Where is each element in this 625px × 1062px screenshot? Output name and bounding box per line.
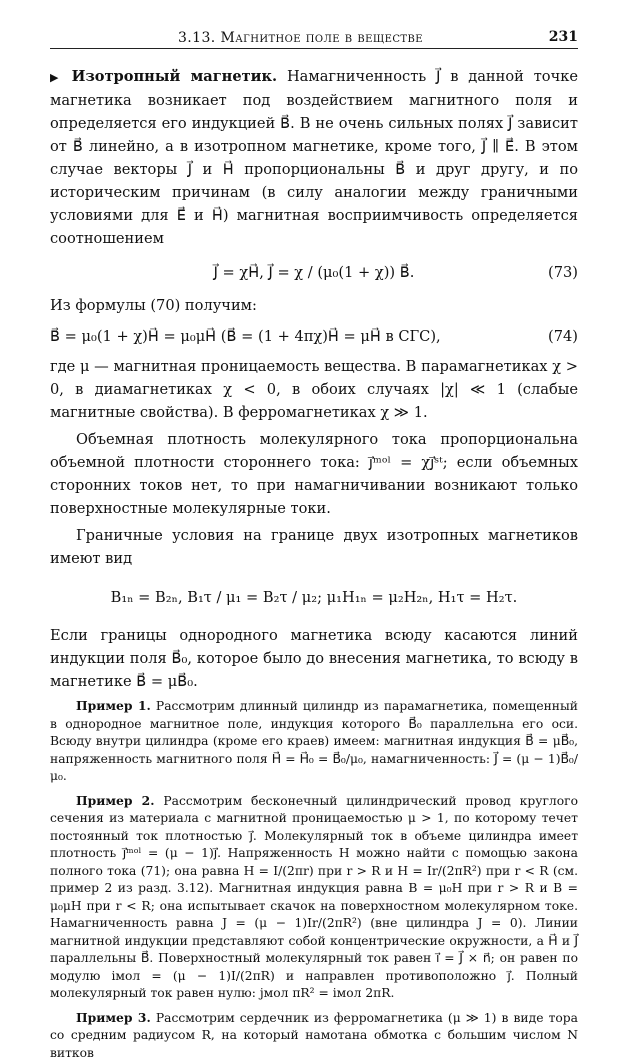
equation-boundary: B₁ₙ = B₂ₙ, B₁τ / μ₁ = B₂τ / μ₂; μ₁H₁ₙ = μ₂H₂ₙ, H₁τ = H₂τ. xyxy=(50,570,578,624)
paragraph-3: где μ — магнитная проницаемость вещества. В парамагнетиках χ > 0, в диамагнетиках χ < 0, в обоих случаях |χ| ≪ 1 (слабые магнитные свойства). В ферромагнетиках χ ≫ 1. xyxy=(50,355,578,424)
equation-73 xyxy=(50,250,578,294)
paragraph-isotropic xyxy=(50,65,578,250)
page-number: 231 xyxy=(549,29,578,45)
paragraph-1-text: Намагниченность J⃗ в данной точке магнетика возникает под воздействием магнитного поля и определяется его индукцией B⃗. В не очень сильных полях J⃗ зависит от B⃗ линейно, а в изотропном магнетике, кроме того, J⃗ ∥ E⃗. В этом случае векторы J⃗ и H⃗ пропорциональны B⃗ и друг другу, и по историческим причинам (в силу аналогии между граничными условиями для E⃗ и H⃗) магнитная восприимчивость определяется соотношением xyxy=(50,68,578,247)
example-2-title: Пример 2. xyxy=(76,793,155,808)
isotropic-heading: Изотропный магнетик. xyxy=(72,68,277,85)
equation-74 xyxy=(50,317,578,355)
example-3-title: Пример 3. xyxy=(76,1010,151,1025)
triangle-marker-icon: ▶ xyxy=(50,71,64,84)
equation-73-body: J⃗ = χH⃗, J⃗ = χ / (μ₀(1 + χ)) B⃗. xyxy=(214,261,415,284)
section-title: 3.13. Магнитное поле в веществе xyxy=(178,30,423,46)
equation-74-body: B⃗ = μ₀(1 + χ)H⃗ = μ₀μH⃗ (B⃗ = (1 + 4πχ)H⃗ = μH⃗ в СГС), xyxy=(50,325,441,348)
example-3-text: Рассмотрим сердечник из ферромагнетика (μ ≫ 1) в виде тора со средним радиусом R, на который намотана обмотка с большим числом N витков xyxy=(50,1011,578,1060)
paragraph-2: Из формулы (70) получим: xyxy=(50,294,578,317)
equation-74-number: (74) xyxy=(548,325,578,348)
example-1 xyxy=(50,697,578,786)
example-3 xyxy=(50,1009,578,1062)
paragraph-6: Если границы однородного магнетика всюду касаются линий индукции поля B⃗₀, которое было до внесения магнетика, то всюду в магнетике B⃗ = μB⃗₀. xyxy=(50,624,578,693)
example-2 xyxy=(50,792,578,1003)
paragraph-5: Граничные условия на границе двух изотропных магнетиков имеют вид xyxy=(50,524,578,570)
main-text xyxy=(50,65,578,693)
examples-block xyxy=(50,697,578,1062)
page xyxy=(50,28,578,1062)
running-header xyxy=(50,28,578,49)
example-2-text: Рассмотрим бесконечный цилиндрический провод круглого сечения из материала с магнитной проницаемостью μ > 1, по которому течет постоянный ток плотностью j⃗. Молекулярный ток в объеме цилиндра имеет плотность j⃗ᵐᵒˡ = (μ − 1)j⃗. Напряженность H можно найти с помощью закона полного тока (71); она равна H = I/(2πr) при r > R и H = Ir/(2πR²) при r < R (см. пример 2 из разд. 3.12). Магнитная индукция равна B = μ₀H при r > R и B = μ₀μH при r < R; она испытывает скачок на поверхностном молекулярном токе. Намагниченность равна J = (μ − 1)Ir/(2πR²) (вне цилиндра J = 0). Линии магнитной индукции представляют собой концентрические окружности, а H⃗ и J⃗ параллельны B⃗. Поверхностный молекулярный ток равен i⃗ = J⃗ × n⃗; он равен по модулю iмол = (μ − 1)I/(2πR) и направлен противоположно j⃗. Полный молекулярный ток равен нулю: jмол πR² = iмол 2πR. xyxy=(50,794,578,1001)
example-1-title: Пример 1. xyxy=(76,698,151,713)
paragraph-4: Объемная плотность молекулярного тока пропорциональна объемной плотности стороннего тока: j⃗ᵐᵒˡ = χj⃗ˢᵗ; если объемных сторонних токов нет, то при намагничивании возникают только поверхностные молекулярные токи. xyxy=(50,428,578,520)
example-1-text: Рассмотрим длинный цилиндр из парамагнетика, помещенный в однородное магнитное поле, индукция которого B⃗₀ параллельна его оси. Всюду внутри цилиндра (кроме его краев) имеем: магнитная индукция B⃗ = μB⃗₀, напряженность магнитного поля H⃗ = H⃗₀ = B⃗₀/μ₀, намагниченность: J⃗ = (μ − 1)B⃗₀/μ₀. xyxy=(50,699,578,783)
equation-73-number: (73) xyxy=(548,261,578,284)
